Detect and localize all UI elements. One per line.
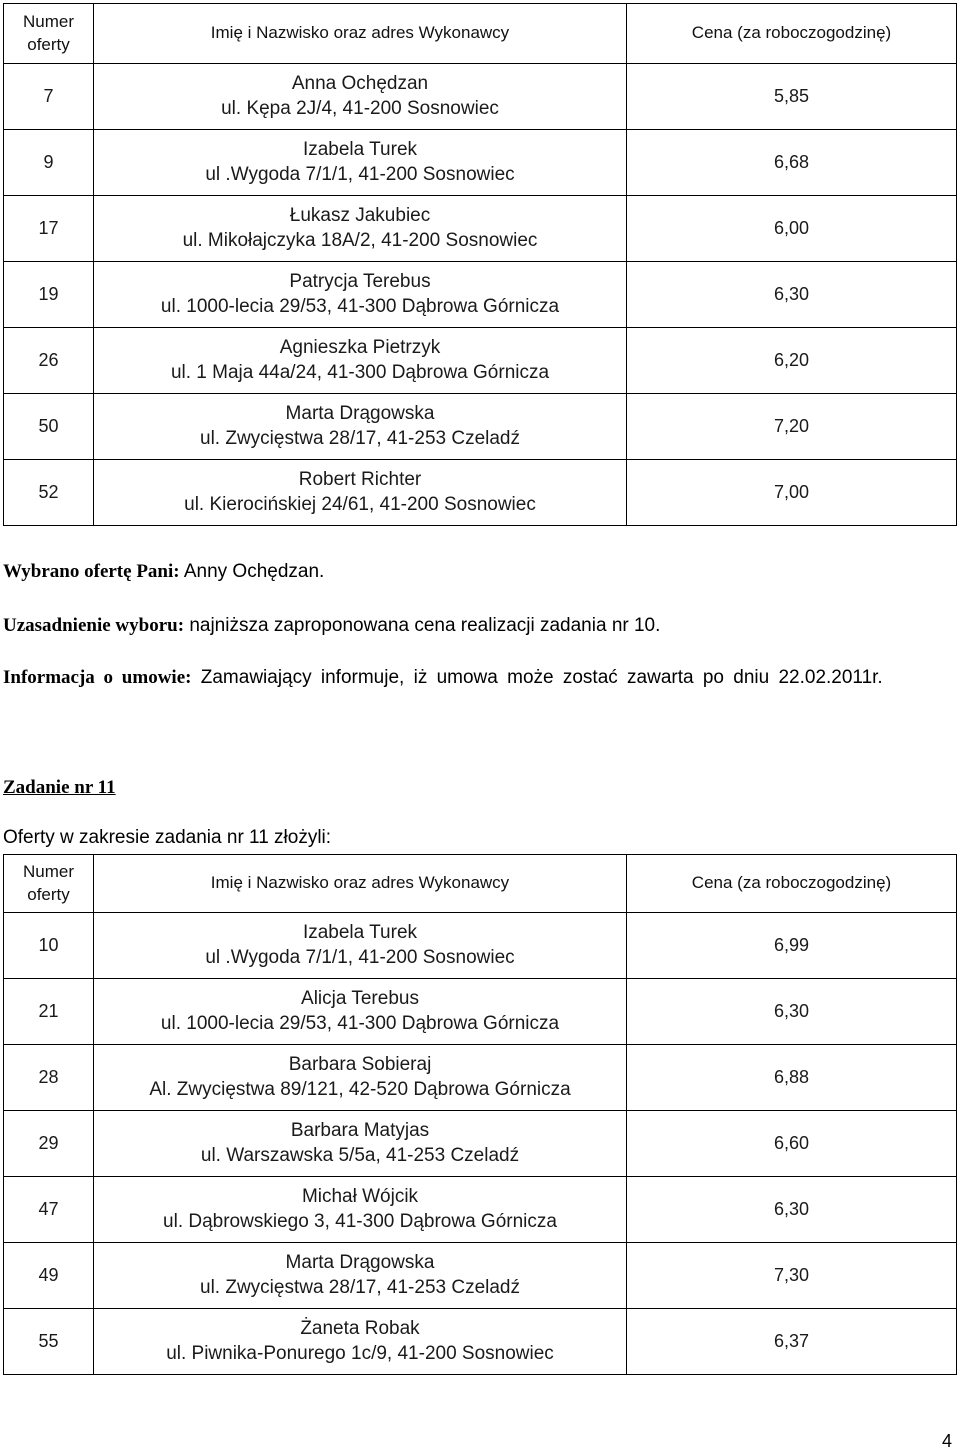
justification-label: Uzasadnienie wyboru: bbox=[3, 615, 185, 636]
justification-statement bbox=[3, 614, 953, 639]
contractor-address: ul. Kierocińskiej 24/61, 41-200 Sosnowiec bbox=[184, 493, 536, 515]
contractor-name: Izabela Turek bbox=[302, 921, 418, 943]
contractor-cell bbox=[94, 196, 627, 262]
offer-number: 21 bbox=[4, 979, 94, 1045]
selection-label: Wybrano ofertę Pani: bbox=[3, 561, 180, 582]
header-offer-number: Numer oferty bbox=[4, 855, 94, 913]
contractor-cell bbox=[94, 262, 627, 328]
offers-table-task-10 bbox=[3, 3, 957, 526]
offer-price: 6,00 bbox=[627, 196, 957, 262]
contractor-name: Marta Drągowska bbox=[285, 402, 435, 424]
offer-price: 6,88 bbox=[627, 1045, 957, 1111]
contractor-address: ul .Wygoda 7/1/1, 41-200 Sosnowiec bbox=[205, 163, 515, 185]
table-row bbox=[4, 196, 957, 262]
offer-price: 7,20 bbox=[627, 394, 957, 460]
contractor-name: Agnieszka Pietrzyk bbox=[279, 336, 441, 358]
offer-number: 55 bbox=[4, 1309, 94, 1375]
contractor-cell bbox=[94, 394, 627, 460]
selection-statement bbox=[3, 560, 953, 585]
contractor-address: ul. Kępa 2J/4, 41-200 Sosnowiec bbox=[221, 97, 499, 119]
table-row bbox=[4, 460, 957, 526]
selection-value: Anny Ochędzan. bbox=[183, 561, 325, 582]
contractor-address: ul. 1000-lecia 29/53, 41-300 Dąbrowa Górnicza bbox=[160, 1012, 560, 1034]
offer-number: 49 bbox=[4, 1243, 94, 1309]
offer-price: 6,30 bbox=[627, 1177, 957, 1243]
contractor-name: Alicja Terebus bbox=[301, 987, 419, 1009]
offer-price: 7,00 bbox=[627, 460, 957, 526]
offer-price: 7,30 bbox=[627, 1243, 957, 1309]
contractor-name: Łukasz Jakubiec bbox=[289, 204, 431, 226]
contractor-name: Michał Wójcik bbox=[301, 1185, 419, 1207]
contractor-cell bbox=[94, 1111, 627, 1177]
table-row bbox=[4, 130, 957, 196]
contractor-cell bbox=[94, 460, 627, 526]
contract-info-statement bbox=[3, 666, 953, 691]
page-number: 4 bbox=[941, 1431, 952, 1451]
contractor-cell bbox=[94, 913, 627, 979]
offer-number: 9 bbox=[4, 130, 94, 196]
offer-number: 19 bbox=[4, 262, 94, 328]
offer-price: 6,68 bbox=[627, 130, 957, 196]
offer-number: 26 bbox=[4, 328, 94, 394]
table-header-row bbox=[4, 4, 957, 64]
contractor-cell bbox=[94, 1177, 627, 1243]
contractor-address: ul. Mikołajczyka 18A/2, 41-200 Sosnowiec bbox=[182, 229, 538, 251]
table-row bbox=[4, 262, 957, 328]
table-row bbox=[4, 913, 957, 979]
contractor-address: ul. Piwnika-Ponurego 1c/9, 41-200 Sosnowiec bbox=[166, 1342, 554, 1364]
contractor-name: Barbara Matyjas bbox=[290, 1119, 430, 1141]
table-row bbox=[4, 1045, 957, 1111]
table-row bbox=[4, 328, 957, 394]
offer-number: 28 bbox=[4, 1045, 94, 1111]
contractor-address: ul. Zwycięstwa 28/17, 41-253 Czeladź bbox=[200, 1276, 520, 1298]
offer-number: 47 bbox=[4, 1177, 94, 1243]
offer-price: 6,99 bbox=[627, 913, 957, 979]
table-row bbox=[4, 1177, 957, 1243]
offer-price: 6,37 bbox=[627, 1309, 957, 1375]
offer-price: 6,60 bbox=[627, 1111, 957, 1177]
offers-intro: Oferty w zakresie zadania nr 11 złożyli: bbox=[3, 827, 332, 848]
offer-number: 17 bbox=[4, 196, 94, 262]
offer-price: 5,85 bbox=[627, 64, 957, 130]
table-row bbox=[4, 1111, 957, 1177]
table-row bbox=[4, 1243, 957, 1309]
offer-number: 52 bbox=[4, 460, 94, 526]
contractor-name: Izabela Turek bbox=[302, 138, 418, 160]
contractor-cell bbox=[94, 130, 627, 196]
contractor-name: Patrycja Terebus bbox=[289, 270, 431, 292]
header-offer-number: Numer oferty bbox=[4, 4, 94, 64]
contractor-cell bbox=[94, 1243, 627, 1309]
table-row bbox=[4, 1309, 957, 1375]
offer-number: 7 bbox=[4, 64, 94, 130]
header-contractor: Imię i Nazwisko oraz adres Wykonawcy bbox=[94, 4, 627, 64]
contractor-cell bbox=[94, 1309, 627, 1375]
contract-info-value: Zamawiający informuje, iż umowa może zostać zawarta po dniu 22.02.2011r. bbox=[200, 667, 883, 688]
header-price: Cena (za roboczogodzinę) bbox=[627, 4, 957, 64]
contractor-cell bbox=[94, 979, 627, 1045]
offer-price: 6,30 bbox=[627, 979, 957, 1045]
contractor-address: ul. 1 Maja 44a/24, 41-300 Dąbrowa Górnicza bbox=[170, 361, 550, 383]
offer-price: 6,20 bbox=[627, 328, 957, 394]
offer-number: 10 bbox=[4, 913, 94, 979]
table-header-row bbox=[4, 855, 957, 913]
contractor-cell bbox=[94, 64, 627, 130]
contractor-cell bbox=[94, 328, 627, 394]
contractor-cell bbox=[94, 1045, 627, 1111]
offers-table-task-11 bbox=[3, 854, 957, 1375]
offer-number: 50 bbox=[4, 394, 94, 460]
contractor-address: ul. Zwycięstwa 28/17, 41-253 Czeladź bbox=[200, 427, 520, 449]
contractor-name: Barbara Sobieraj bbox=[288, 1053, 432, 1075]
contractor-address: ul. Warszawska 5/5a, 41-253 Czeladź bbox=[200, 1144, 520, 1166]
table-row bbox=[4, 394, 957, 460]
contractor-name: Anna Ochędzan bbox=[291, 72, 429, 94]
header-price: Cena (za roboczogodzinę) bbox=[627, 855, 957, 913]
table-row bbox=[4, 979, 957, 1045]
contractor-address: ul. 1000-lecia 29/53, 41-300 Dąbrowa Górnicza bbox=[160, 295, 560, 317]
contract-info-label: Informacja o umowie: bbox=[3, 667, 192, 688]
contractor-name: Marta Drągowska bbox=[285, 1251, 435, 1273]
contractor-address: ul. Dąbrowskiego 3, 41-300 Dąbrowa Górnicza bbox=[163, 1210, 557, 1232]
contractor-address: Al. Zwycięstwa 89/121, 42-520 Dąbrowa Górnicza bbox=[149, 1078, 571, 1100]
table-row bbox=[4, 64, 957, 130]
contractor-name: Żaneta Robak bbox=[300, 1317, 420, 1339]
contractor-name: Robert Richter bbox=[298, 468, 422, 490]
contractor-address: ul .Wygoda 7/1/1, 41-200 Sosnowiec bbox=[205, 946, 515, 968]
task-heading: Zadanie nr 11 bbox=[3, 777, 116, 798]
header-contractor: Imię i Nazwisko oraz adres Wykonawcy bbox=[94, 855, 627, 913]
justification-value: najniższa zaproponowana cena realizacji zadania nr 10. bbox=[189, 615, 661, 636]
offer-price: 6,30 bbox=[627, 262, 957, 328]
offer-number: 29 bbox=[4, 1111, 94, 1177]
